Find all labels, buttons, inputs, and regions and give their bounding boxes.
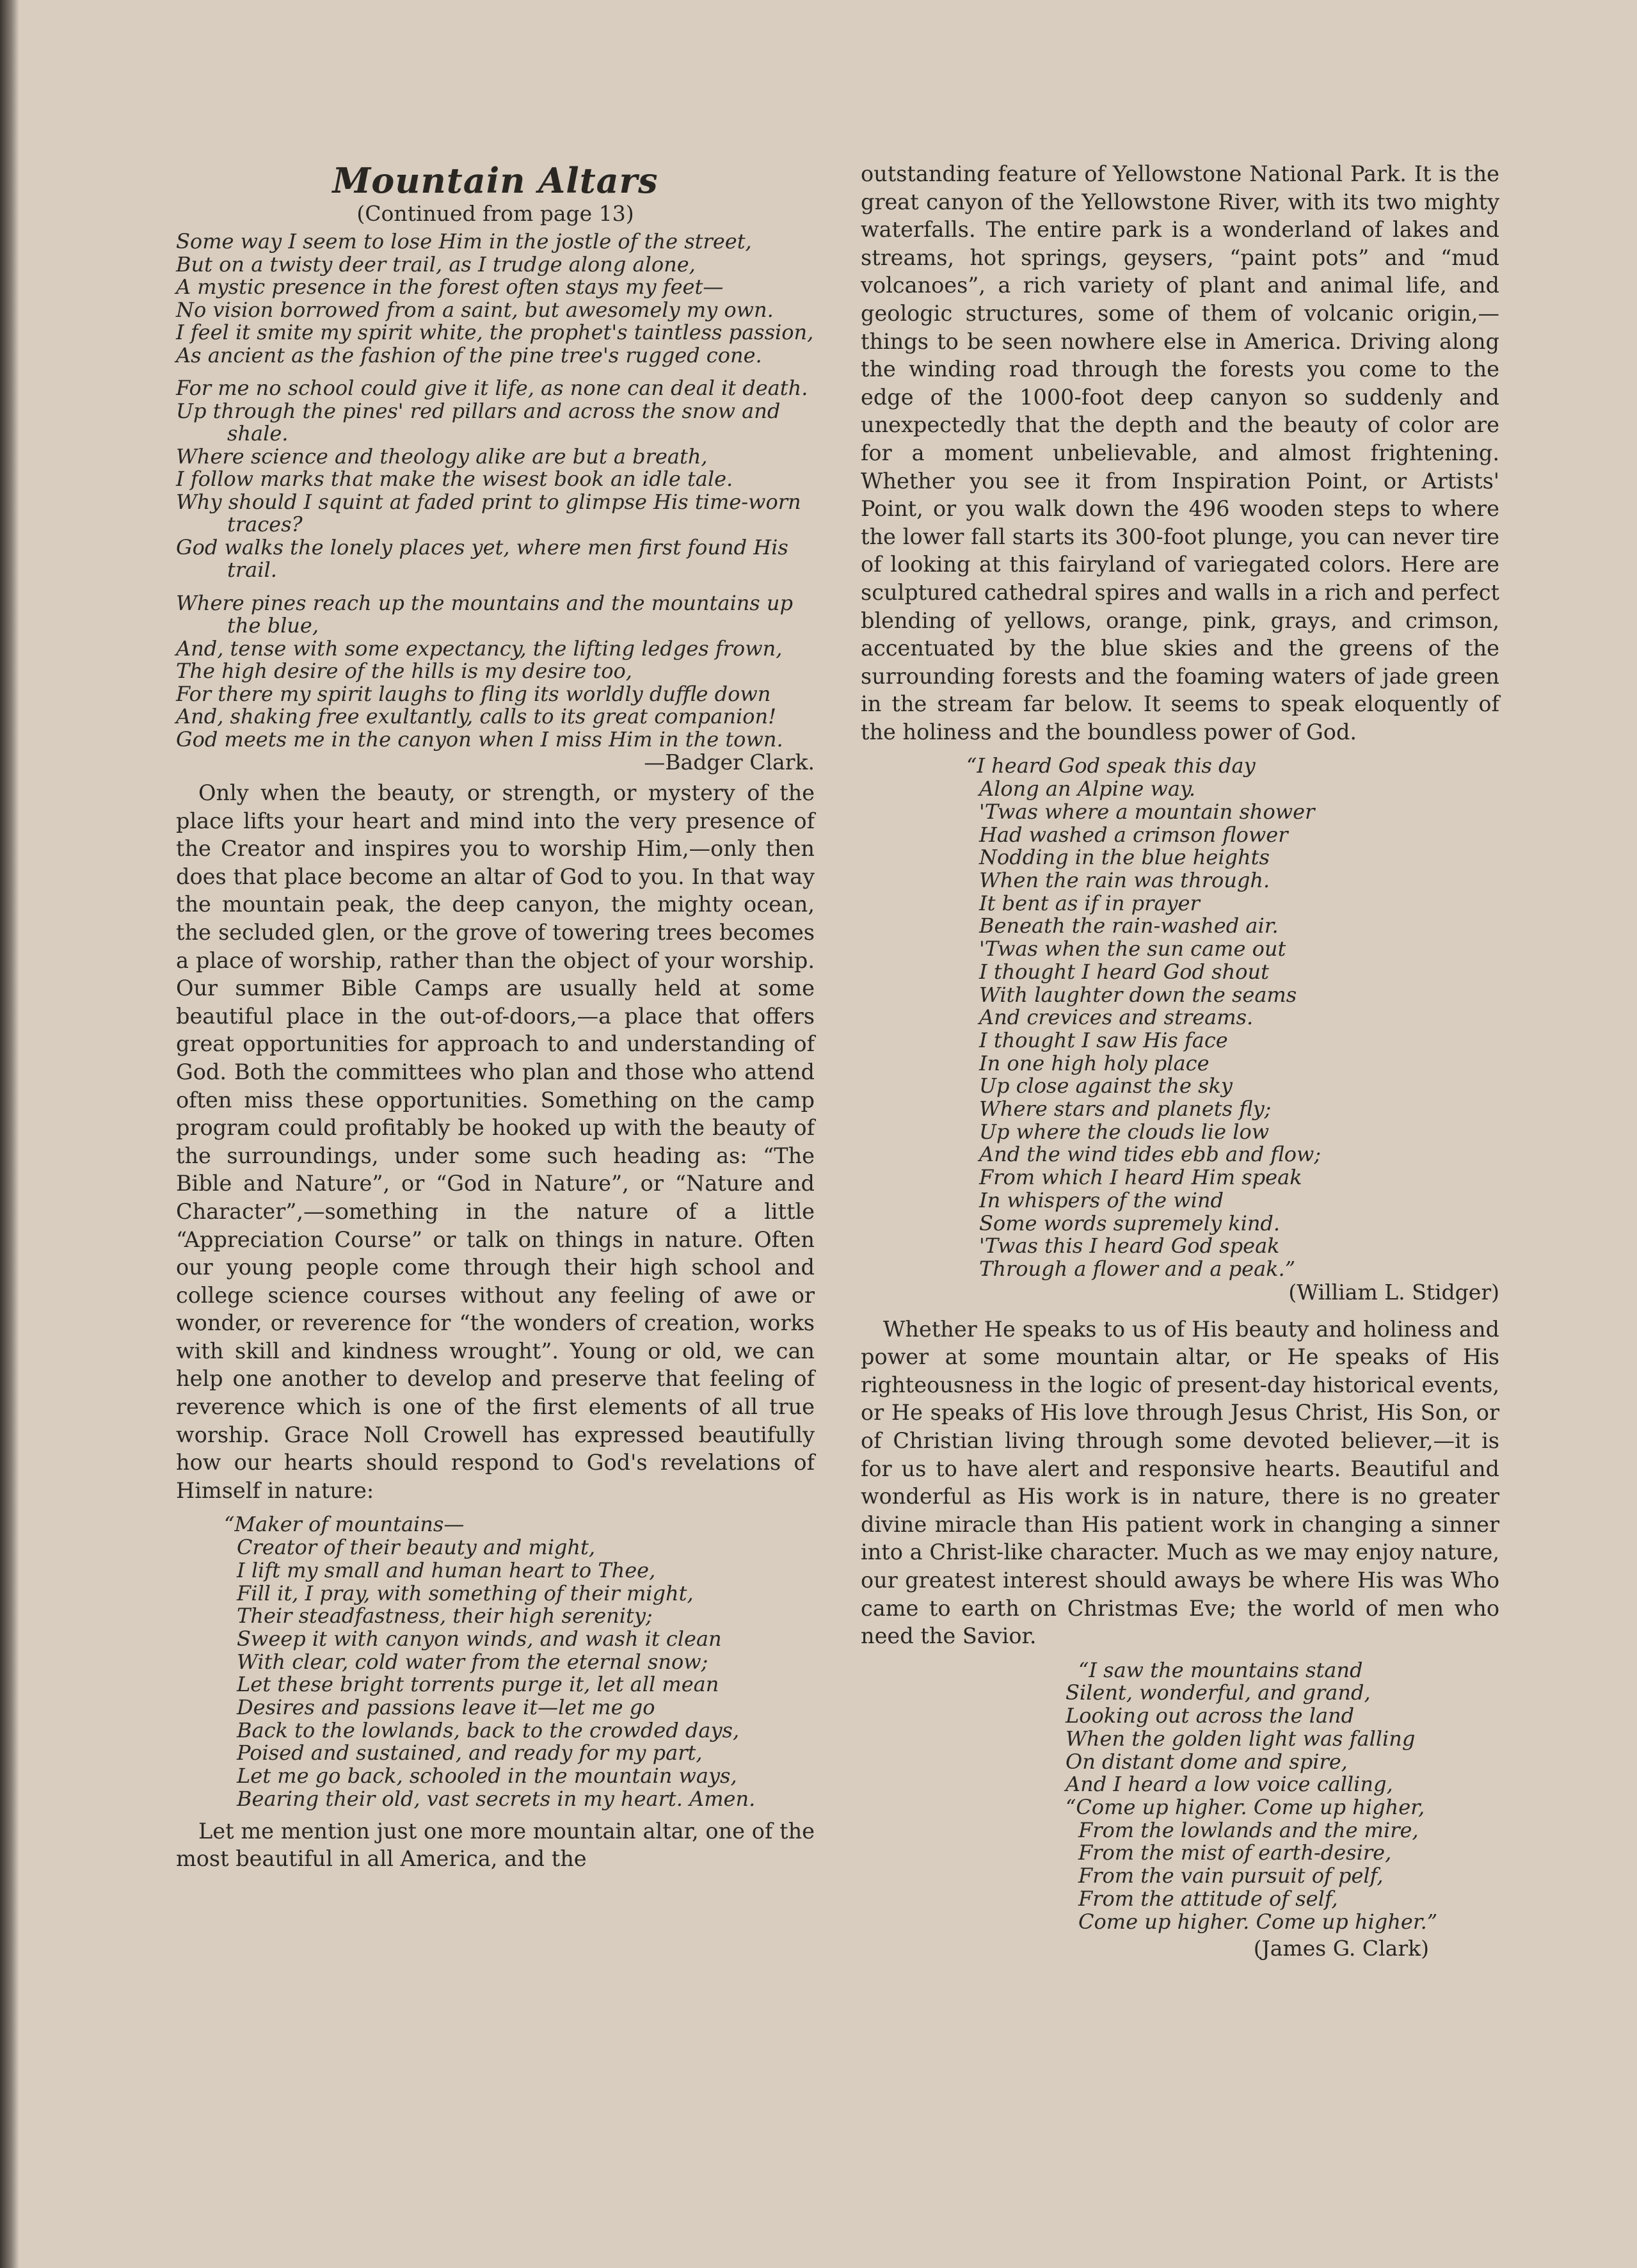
poem-line: The high desire of the hills is my desire too,	[176, 659, 632, 683]
poem-byline: (James G. Clark)	[1253, 1936, 1429, 1961]
poem-line: Back to the lowlands, back to the crowded days,	[237, 1717, 740, 1742]
poem-line: Beneath the rain-washed air.	[979, 913, 1279, 938]
poem-line: God walks the lonely places yet, where men first found His trail.	[176, 535, 788, 582]
poem-line: 'Twas this I heard God speak	[979, 1234, 1280, 1259]
page-edge-shadow	[0, 0, 19, 2268]
poem-line: No vision borrowed from a saint, but awesomely my own.	[176, 297, 774, 322]
poem-line: When the golden light was falling	[1066, 1726, 1416, 1751]
poem-line: Sweep it with canyon winds, and wash it clean	[237, 1626, 722, 1651]
poem-line: 'Twas when the sun came out	[979, 937, 1286, 961]
poem-line: Where science and theology alike are but a breath,	[176, 444, 708, 469]
poem-line: And I heard a low voice calling,	[1066, 1772, 1393, 1797]
poem-line: In whispers of the wind	[979, 1187, 1224, 1212]
poem-line: As ancient as the fashion of the pine tree's rugged cone.	[176, 342, 762, 367]
poem-line: Had washed a crimson flower	[979, 822, 1288, 847]
continued-note: (Continued from page 13)	[356, 201, 634, 226]
poem-line: Up through the pines' red pillars and across the snow and shale.	[176, 398, 781, 446]
poem-stanza	[176, 230, 815, 367]
poem-line: Come up higher. Come up higher.”	[1078, 1909, 1438, 1934]
poem-line: 'Twas where a mountain shower	[979, 799, 1315, 824]
poem-line: In one high holy place	[979, 1050, 1210, 1075]
poem-line: Along an Alpine way.	[979, 776, 1195, 801]
poem-line: Up where the clouds lie low	[979, 1119, 1270, 1144]
poem-line: I follow marks that make the wisest book an idle tale.	[176, 467, 733, 491]
poem-line: Nodding in the blue heights	[979, 845, 1270, 870]
poem-line: When the rain was through.	[979, 867, 1270, 892]
body-paragraph: Only when the beauty, or strength, or mystery of the place lifts your heart and mind into the very presence of the Creator and inspires you to worship Him,—only then does that place become an altar of God to you. In that way the mountain peak, the deep canyon, the mighty ocean, the secluded glen, or the grove of towering trees becomes a place of worship, rather than the object of your worship. Our summer Bible Camps are usually held at some beautiful place in the out-of-doors,—a place that offers great opportunities for approach to and understanding of God. Both the committees who plan and those who attend often miss these opportunities. Something on the camp program could profitably be hooked up with the beauty of the surroundings, under some such heading as: “The Bible and Nature”, or “God in Nature”, or “Nature and Character”,—something in the nature of a little “Appreciation Course” or talk on things in nature. Often our young people come through their high school and college science courses without any feeling of awe or wonder, or reverence for “the wonders of creation, works with skill and kindness wrought”. Young or old, we can help one another to develop and preserve that feeling of reverence which is one of the first elements of all true worship. Grace Noll Crowell has expressed beautifully how our hearts should respond to God's revelations of Himself in nature:	[176, 780, 815, 1503]
poem-line: From the lowlands and the mire,	[1078, 1817, 1419, 1842]
poem-line: Creator of their beauty and might,	[237, 1535, 596, 1560]
poem-line: Up close against the sky	[979, 1074, 1233, 1098]
poem-line: And crevices and streams.	[979, 1005, 1254, 1030]
poem-line: And, tense with some expectancy, the lifting ledges frown,	[176, 636, 783, 661]
poem-line: Fill it, I pray, with something of their might,	[237, 1580, 694, 1605]
poem-line: God meets me in the canyon when I miss Him in the town.	[176, 727, 783, 752]
poem-line: I thought I saw His face	[979, 1027, 1228, 1052]
poem-byline: (William L. Stidger)	[1288, 1279, 1499, 1305]
clark-poem	[861, 1659, 1499, 1960]
stidger-poem	[861, 755, 1499, 1303]
poem-line: It bent as if in prayer	[979, 890, 1200, 915]
poem-line: Poised and sustained, and ready for my part,	[237, 1741, 703, 1765]
body-paragraph: Let me mention just one more mountain altar, one of the most beautiful in all America, and the	[176, 1818, 815, 1872]
poem-byline: —Badger Clark.	[644, 750, 815, 775]
poem-line: From the attitude of self,	[1078, 1886, 1338, 1911]
poem-line: Some way I seem to lose Him in the jostle of the street,	[176, 229, 752, 253]
badger-clark-poem	[176, 230, 815, 774]
article-title: Mountain Altars	[332, 160, 659, 201]
poem-line: For me no school could give it life, as none can deal it death.	[176, 376, 808, 400]
poem-line: With laughter down the seams	[979, 982, 1297, 1007]
poem-line: Desires and passions leave it—let me go	[237, 1695, 655, 1720]
poem-line: Looking out across the land	[1066, 1703, 1355, 1728]
poem-line: Why should I squint at faded print to glimpse His time-worn traces?	[176, 489, 801, 536]
poem-line: Their steadfastness, their high serenity;	[237, 1604, 653, 1629]
poem-line: And the wind tides ebb and flow;	[979, 1142, 1322, 1167]
poem-line: “Come up higher. Come up higher,	[1066, 1794, 1425, 1819]
poem-line: Where pines reach up the mountains and the mountains up the blue,	[176, 590, 793, 638]
poem-line: I feel it smite my spirit white, the prophet's taintless passion,	[176, 320, 814, 344]
poem-line: From the mist of earth-desire,	[1078, 1840, 1392, 1865]
poem-line: Bearing their old, vast secrets in my heart. Amen.	[237, 1786, 756, 1811]
crowell-poem	[176, 1513, 815, 1810]
poem-line: “Maker of mountains—	[224, 1512, 465, 1537]
poem-line: Let these bright torrents purge it, let all mean	[237, 1672, 719, 1697]
left-column	[176, 160, 815, 1873]
right-column	[861, 160, 1499, 1966]
poem-line: “I heard God speak this day	[966, 753, 1256, 778]
poem-line: From the vain pursuit of pelf,	[1078, 1863, 1384, 1888]
poem-line: Where stars and planets fly;	[979, 1097, 1272, 1122]
poem-line: With clear, cold water from the eternal snow;	[237, 1649, 708, 1674]
poem-line: From which I heard Him speak	[979, 1165, 1302, 1190]
poem-line: But on a twisty deer trail, as I trudge along alone,	[176, 252, 696, 277]
poem-stanza	[176, 592, 815, 752]
poem-line: Through a flower and a peak.”	[979, 1256, 1296, 1281]
poem-line: A mystic presence in the forest often stays my feet—	[176, 275, 724, 299]
poem-line: Some words supremely kind.	[979, 1210, 1281, 1235]
poem-line: “I saw the mountains stand	[1078, 1657, 1363, 1682]
poem-line: Let me go back, schooled in the mountain ways,	[237, 1764, 737, 1789]
poem-line: I lift my small and human heart to Thee,	[237, 1557, 656, 1582]
body-paragraph: Whether He speaks to us of His beauty and holiness and power at some mountain altar, or He speaks of His righteousness in the logic of present-day historical events, or He speaks of His love through Jesus Christ, His Son, or of Christian living through some devoted believer,—it is for us to have alert and responsive hearts. Beautiful and wonderful as His work is in nature, there is no greater divine miracle than His patient work in changing a sinner into a Christ-like character. Much as we may enjoy nature, our greatest interest should aways be where His was Who came to earth on Christmas Eve; the world of men who need the Savior.	[861, 1316, 1499, 1649]
body-paragraph: outstanding feature of Yellowstone National Park. It is the great canyon of the Yellowstone River, with its two mighty waterfalls. The entire park is a wonderland of lakes and streams, hot springs, geysers, “paint pots” and “mud volcanoes”, a rich variety of plant and animal life, and geologic structures, some of them of volcanic origin,—things to be seen nowhere else in America. Driving along the winding road through the forests you come to the edge of the 1000-foot deep canyon so suddenly and unexpectedly that the depth and the beauty of color are for a moment unbelievable, and almost frightening. Whether you see it from Inspiration Point, or Artists' Point, or you walk down the 496 wooden steps to where the lower fall starts its 300-foot plunge, you can never tire of looking at this fairyland of variegated colors. Here are sculptured cathedral spires and walls in a rich and perfect blending of yellows, orange, pink, grays, and crimson, accentuated by the blue skies and the greens of the surrounding forests and the foaming waters of jade green in the stream far below. It seems to speak eloquently of the holiness and the boundless power of God.	[861, 161, 1499, 744]
poem-line: Silent, wonderful, and grand,	[1066, 1680, 1371, 1705]
poem-line: On distant dome and spire,	[1066, 1749, 1348, 1774]
poem-stanza	[176, 377, 815, 582]
poem-line: I thought I heard God shout	[979, 959, 1269, 984]
poem-line: For there my spirit laughs to fling its worldly duffle down	[176, 681, 771, 706]
poem-line: And, shaking free exultantly, calls to its great companion!	[176, 704, 776, 728]
